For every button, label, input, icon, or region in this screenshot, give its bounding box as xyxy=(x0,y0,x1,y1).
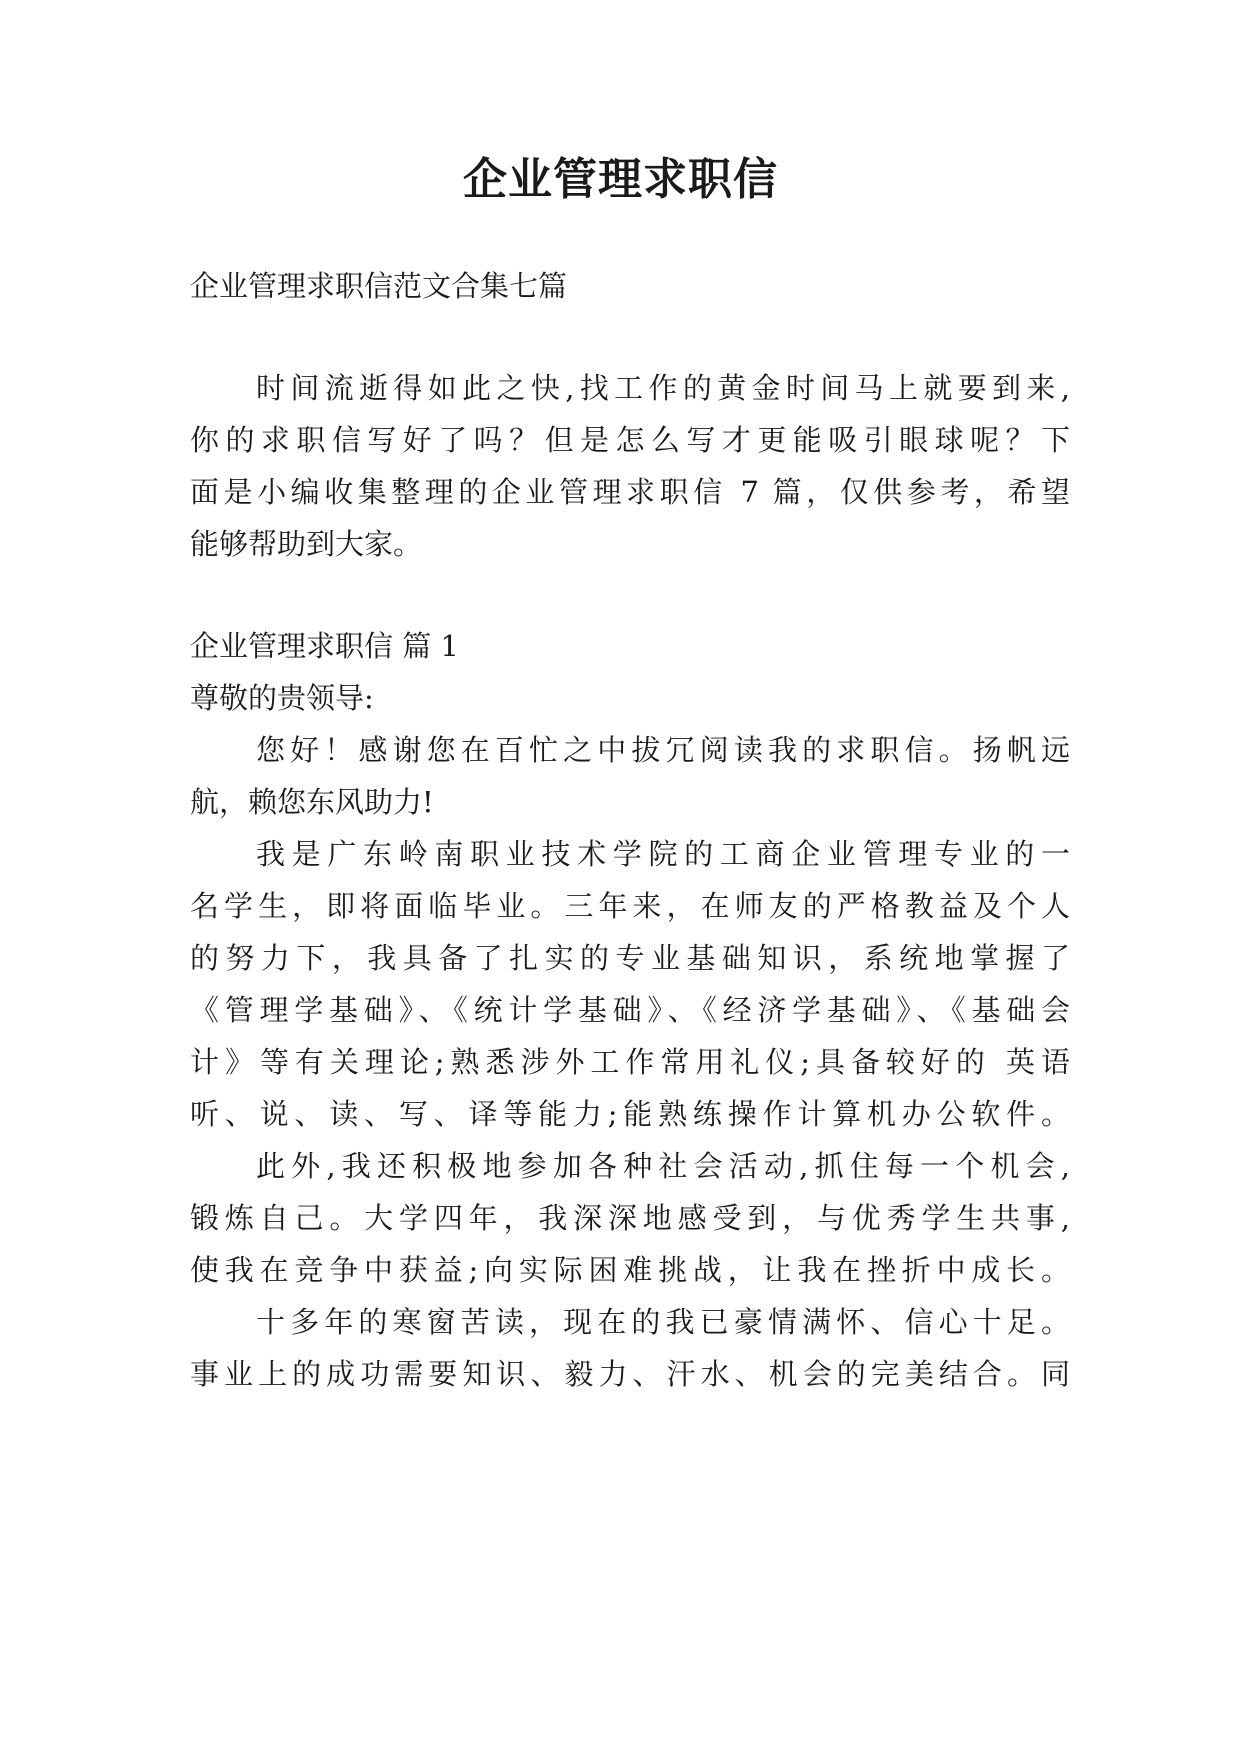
body-line-13: 事业上的成功需要知识、毅力、汗水、机会的完美结合。同 xyxy=(190,1357,1070,1391)
body-line-6: 《管理学基础》、《统计学基础》、《经济学基础》、《基础会 xyxy=(190,993,1070,1027)
body-line-12: 十多年的寒窗苦读，现在的我已豪情满怀、信心十足。 xyxy=(256,1305,1070,1339)
body-line-5: 的努力下，我具备了扎实的专业基础知识，系统地掌握了 xyxy=(190,941,1070,975)
document-title: 企业管理求职信 xyxy=(463,154,778,205)
body-line-11: 使我在竞争中获益;向实际困难挑战，让我在挫折中成长。 xyxy=(190,1253,1070,1287)
intro-line-2: 你的求职信写好了吗？但是怎么写才更能吸引眼球呢？下 xyxy=(190,423,1070,457)
intro-line-4: 能够帮助到大家。 xyxy=(190,527,423,561)
body-line-4: 名学生，即将面临毕业。三年来，在师友的严格教益及个人 xyxy=(190,889,1070,923)
body-line-7: 计》等有关理论;熟悉涉外工作常用礼仪;具备较好的 英语 xyxy=(190,1045,1070,1079)
body-line-3: 我是广东岭南职业技术学院的工商企业管理专业的一 xyxy=(256,837,1070,871)
intro-line-3: 面是小编收集整理的企业管理求职信 7 篇，仅供参考，希望 xyxy=(190,475,1070,509)
intro-line-1: 时间流逝得如此之快,找工作的黄金时间马上就要到来, xyxy=(256,371,1070,405)
section-heading-1: 企业管理求职信 篇 1 xyxy=(190,629,459,663)
collection-subtitle: 企业管理求职信范文合集七篇 xyxy=(190,269,568,303)
body-line-9: 此外,我还积极地参加各种社会活动,抓住每一个机会, xyxy=(256,1149,1070,1183)
body-line-10: 锻炼自己。大学四年，我深深地感受到，与优秀学生共事, xyxy=(190,1201,1070,1235)
body-line-2: 航，赖您东风助力! xyxy=(190,785,434,819)
body-line-8: 听、说、读、写、译等能力;能熟练操作计算机办公软件。 xyxy=(190,1097,1070,1131)
letter-salutation: 尊敬的贵领导: xyxy=(190,681,374,715)
body-line-1: 您好！感谢您在百忙之中拔冗阅读我的求职信。扬帆远 xyxy=(256,733,1070,767)
